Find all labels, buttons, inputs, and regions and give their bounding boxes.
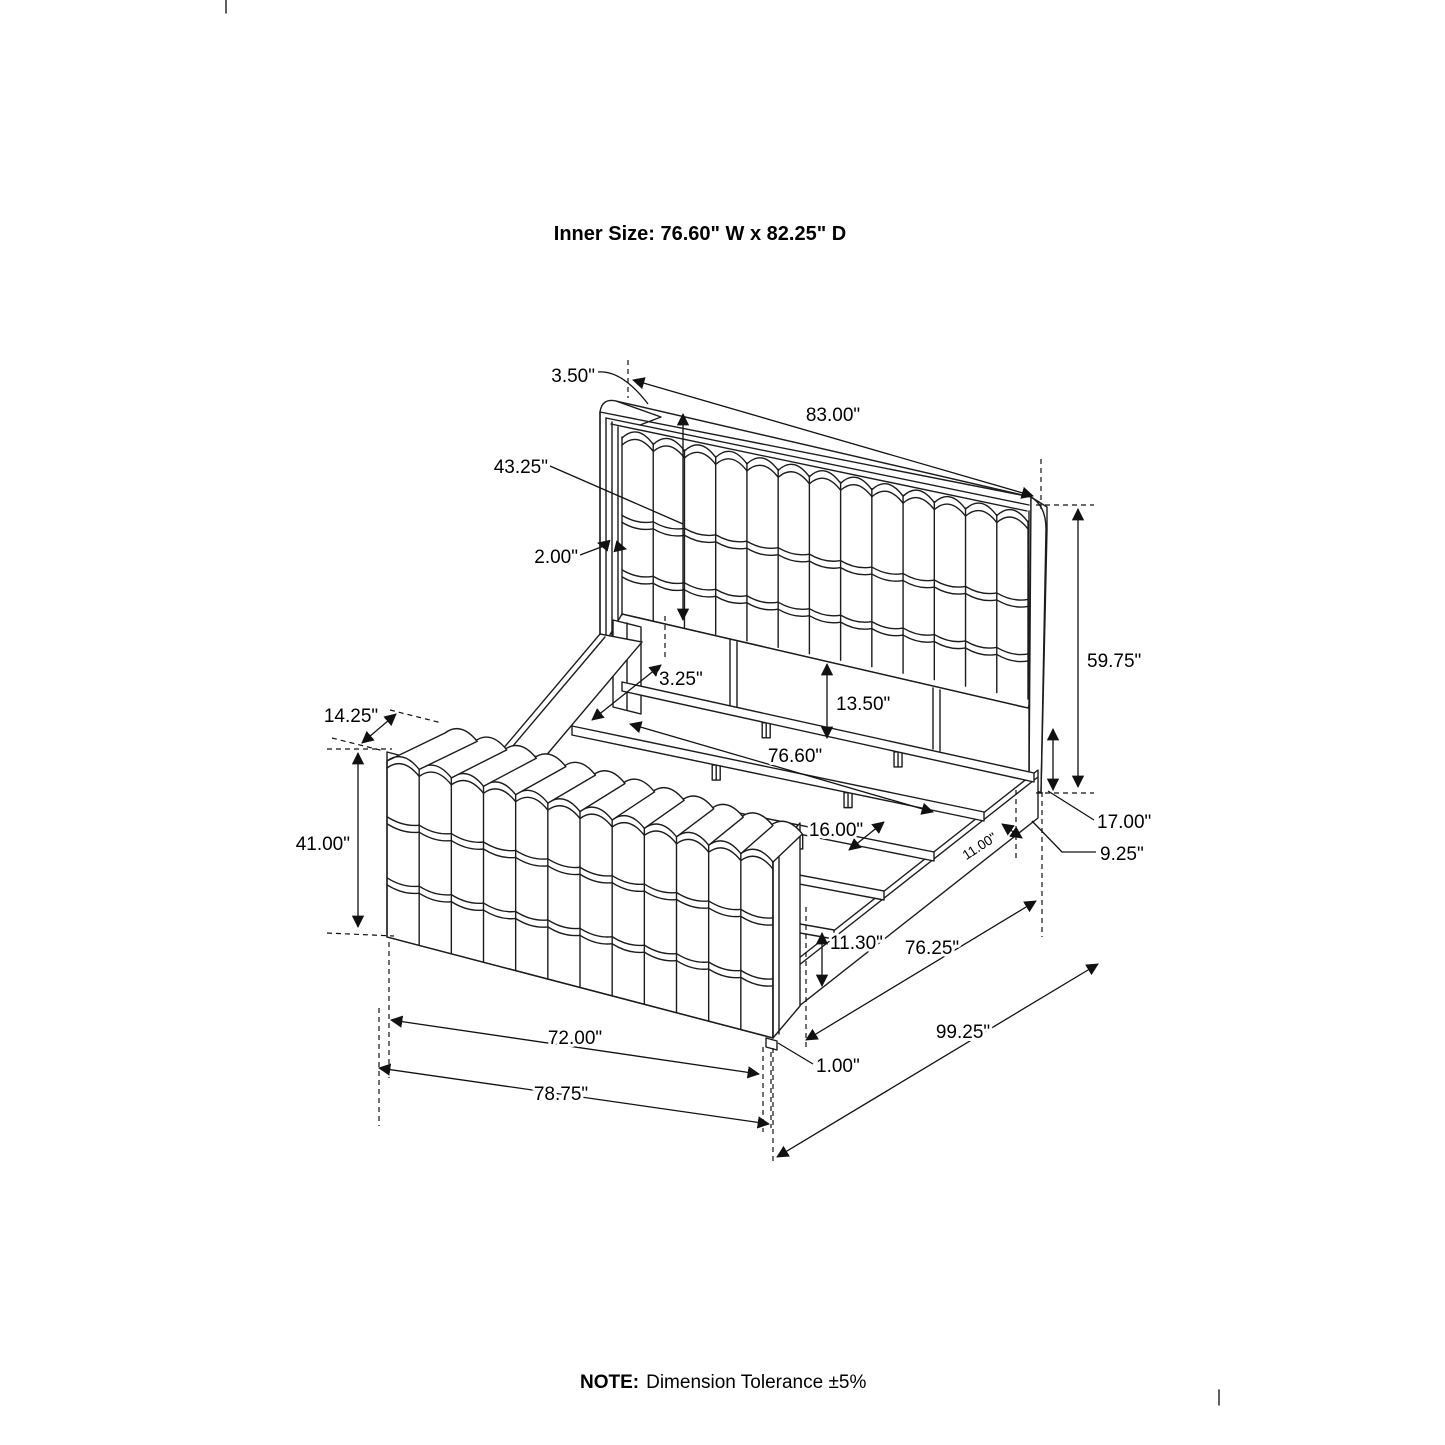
dim-rail-face-width: 11.00" — [959, 829, 1000, 863]
dim-inner-depth: 76.25" — [904, 938, 960, 959]
dim-footboard-height: 41.00" — [295, 834, 350, 855]
dim-rail-inset: 9.25" — [1100, 844, 1144, 865]
dim-headboard-panel-drop: 43.25" — [493, 457, 548, 478]
tolerance-note-text: Dimension Tolerance ±5% — [646, 1372, 867, 1393]
tolerance-note-label: NOTE: — [580, 1372, 640, 1393]
dim-headboard-height: 59.75" — [1087, 651, 1142, 672]
dim-overall-depth: 99.25" — [935, 1022, 991, 1043]
tolerance-note — [580, 1372, 866, 1393]
dim-footboard-width: 78.75" — [533, 1084, 589, 1105]
dim-headboard-width: 83.00" — [805, 405, 861, 426]
dim-rail-height: 11.30" — [830, 933, 883, 954]
dim-clearance-under-headboard: 13.50" — [836, 694, 891, 715]
inner-size-title: Inner Size: 76.60" W x 82.25" D — [553, 223, 847, 245]
dim-rail-top-height: 17.00" — [1097, 812, 1152, 833]
dim-footboard-inner-width: 72.00" — [547, 1028, 603, 1049]
dim-headboard-leg-inset: 3.25" — [659, 669, 703, 690]
dim-footboard-thickness: 14.25" — [323, 706, 379, 727]
dim-slat-spacing: 16.00" — [808, 820, 864, 841]
dim-foot-leg-height: 1.00" — [816, 1056, 860, 1077]
dim-inner-width: 76.60" — [767, 746, 823, 767]
dim-headboard-trim-thickness: 3.50" — [551, 366, 595, 387]
dim-side-trim-thickness: 2.00" — [534, 547, 578, 568]
